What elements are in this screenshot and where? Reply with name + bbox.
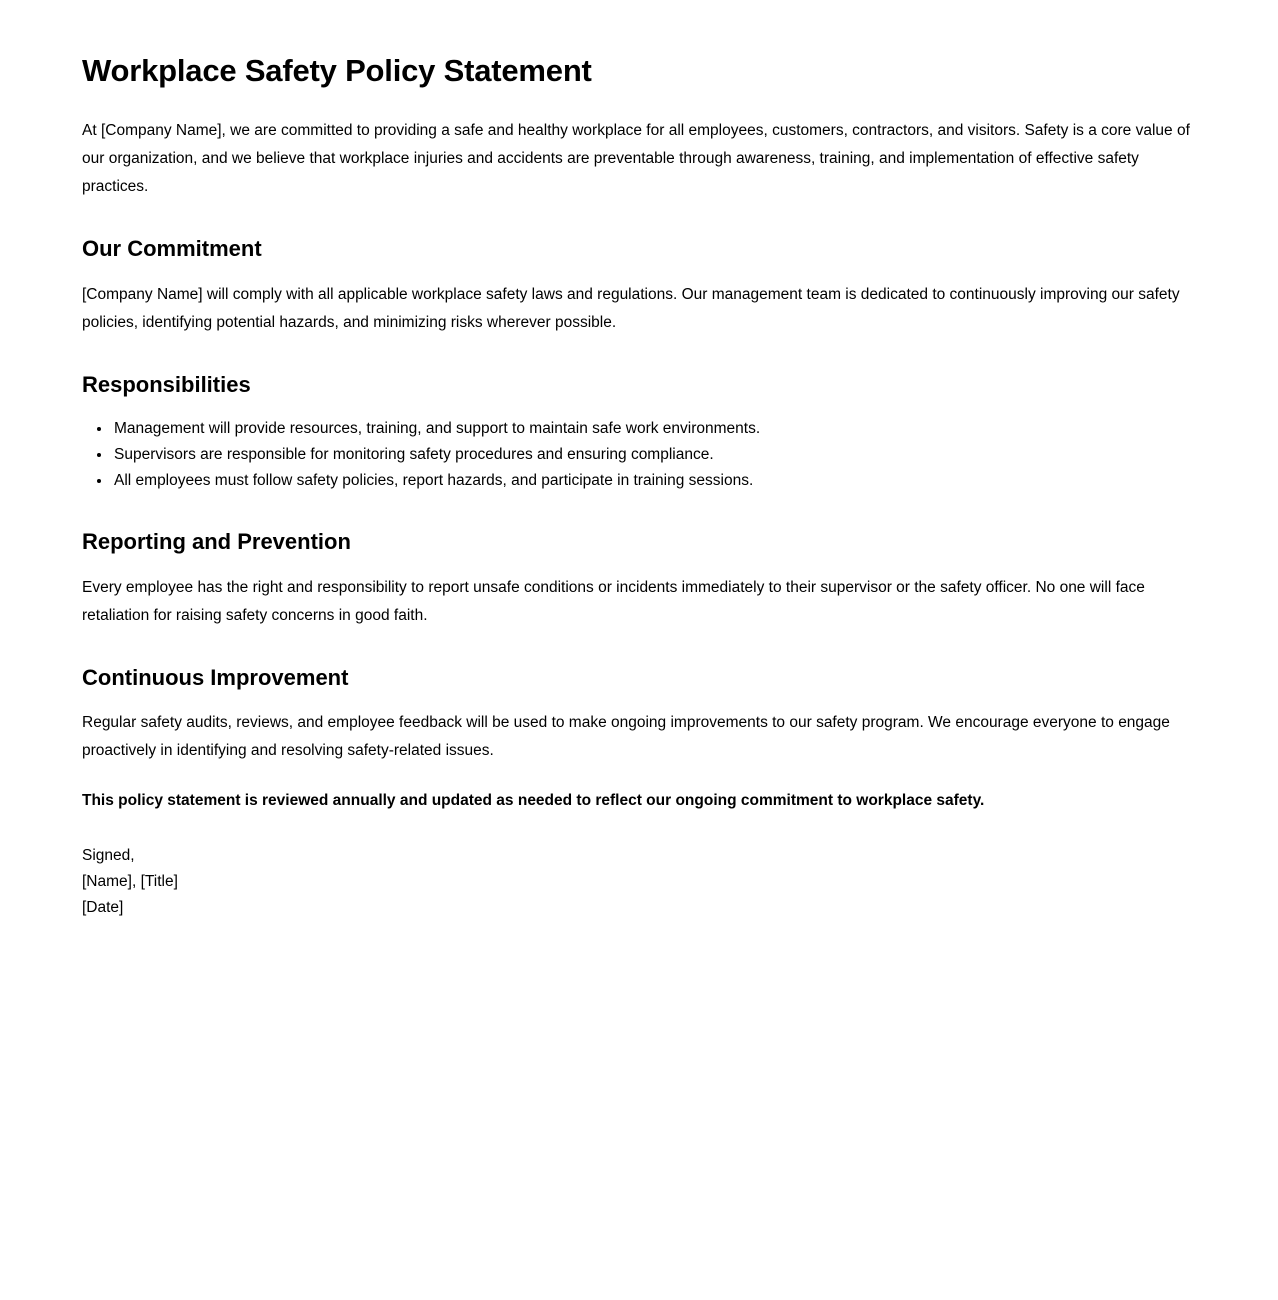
section-heading-reporting-and-prevention: Reporting and Prevention: [82, 529, 351, 555]
signature-block: [82, 843, 1190, 921]
section-heading-responsibilities: Responsibilities: [82, 371, 251, 397]
section-heading-continuous-improvement: Continuous Improvement: [82, 664, 349, 690]
signature-signed-line: Signed,: [82, 847, 135, 865]
intro-paragraph: At [Company Name], we are committed to providing a safe and healthy workplace for all employees, customers, contractors, and visitors. Safety is a core value of our organization, and we believe that workplace injuries and accidents are preventable through awareness, training, and implementation of effective safety practices.: [82, 122, 1190, 196]
our-commitment-paragraph: [Company Name] will comply with all applicable workplace safety laws and regulations. Our management team is dedicated to continuously improving our safety policies, identifying potential hazards, and minimizing risks wherever possible.: [82, 285, 1180, 331]
list-item: • All employees must follow safety policies, report hazards, and participate in training sessions.: [112, 468, 1190, 494]
signature-date-line: [Date]: [82, 899, 124, 917]
responsibilities-list: [82, 416, 1190, 494]
page-title: Workplace Safety Policy Statement: [82, 53, 592, 88]
list-item: • Supervisors are responsible for monitoring safety procedures and ensuring compliance.: [112, 442, 1190, 468]
section-heading-our-commitment: Our Commitment: [82, 236, 262, 262]
reporting-and-prevention-paragraph: Every employee has the right and responsibility to report unsafe conditions or incidents immediately to their supervisor or the safety officer. No one will face retaliation for raising safety concerns in good faith.: [82, 578, 1145, 624]
policy-review-statement: This policy statement is reviewed annually and updated as needed to reflect our ongoing commitment to workplace safety.: [82, 792, 985, 810]
signature-name-title-line: [Name], [Title]: [82, 873, 178, 891]
continuous-improvement-paragraph: Regular safety audits, reviews, and employee feedback will be used to make ongoing improvements to our safety program. We encourage everyone to engage proactively in identifying and resolving safety-related issues.: [82, 714, 1170, 760]
list-item: • Management will provide resources, training, and support to maintain safe work environments.: [112, 416, 1190, 442]
